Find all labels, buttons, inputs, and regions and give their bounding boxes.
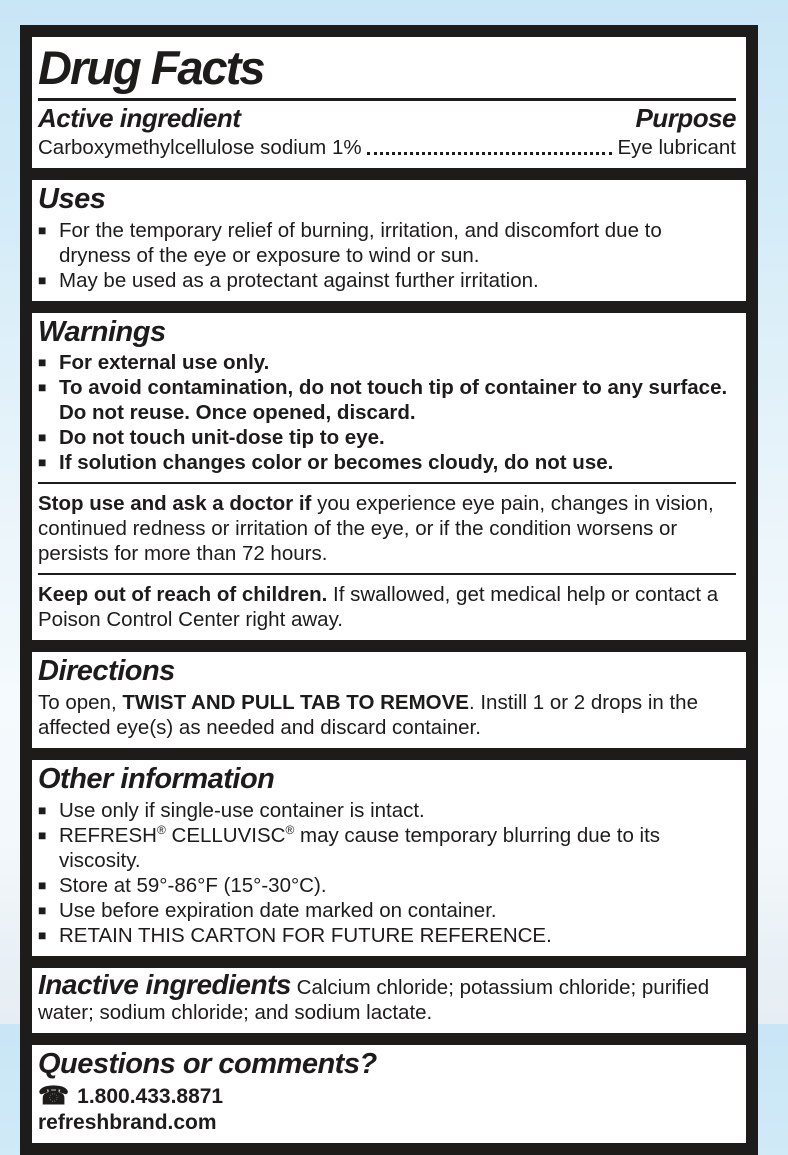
- bullet-square-icon: ■: [38, 802, 47, 819]
- uses-bullet-list: [38, 218, 736, 293]
- purpose-heading: Purpose: [635, 102, 736, 133]
- active-ingredient-name: Carboxymethylcellulose sodium 1%: [38, 135, 362, 159]
- bullet-square-icon: ■: [38, 827, 47, 844]
- warnings-bullet-list: [38, 350, 736, 475]
- uses-bullet-text: For the temporary relief of burning, irritation, and discomfort due to dryness of the eye or exposure to wind or sun.: [59, 218, 662, 267]
- questions-heading: Questions or comments?: [38, 1048, 377, 1081]
- bullet-square-icon: ■: [38, 454, 47, 471]
- refresh-bullet-rest: may cause temporary blurring due to its viscosity.: [59, 824, 661, 873]
- section-header: [32, 37, 746, 168]
- list-item: [38, 898, 736, 923]
- registered-mark: ®: [285, 823, 295, 838]
- other-information-heading: Other information: [38, 763, 275, 796]
- other-info-bullet-text: Use before expiration date marked on container.: [59, 899, 497, 923]
- section-warnings: [32, 313, 746, 641]
- directions-paragraph: [38, 690, 736, 740]
- active-ingredient-header-row: [38, 104, 736, 134]
- section-uses: [32, 180, 746, 301]
- keep-out-text: If swallowed, get medical help or contact a Poison Control Center right away.: [38, 583, 719, 632]
- list-item: [38, 425, 736, 450]
- inactive-ingredients-text: Calcium chloride; potassium chloride; purified water; sodium chloride; and sodium lactate.: [38, 976, 710, 1025]
- list-item: [38, 823, 736, 873]
- stop-use-lead: Stop use and ask a doctor if: [38, 492, 312, 516]
- other-info-bullet-text: RETAIN THIS CARTON FOR FUTURE REFERENCE.: [59, 924, 552, 948]
- active-ingredient-heading: Active ingredient: [38, 102, 241, 133]
- keep-out-paragraph: [38, 582, 736, 632]
- section-other-information: [32, 760, 746, 956]
- directions-post: . Instill 1 or 2 drops in the affected eye(s) as needed and discard container.: [38, 691, 698, 740]
- brand-refresh: REFRESH: [59, 824, 157, 848]
- drug-facts-label: [20, 25, 758, 1155]
- list-item: [38, 350, 736, 375]
- stop-use-paragraph: [38, 491, 736, 566]
- bullet-square-icon: ■: [38, 379, 47, 396]
- list-item: [38, 268, 736, 293]
- other-info-bullet-text: [59, 823, 736, 873]
- list-item: [38, 873, 736, 898]
- list-item: [38, 450, 736, 475]
- bullet-square-icon: ■: [38, 877, 47, 894]
- bullet-square-icon: ■: [38, 221, 47, 238]
- uses-bullet-text: May be used as a protectant against further irritation.: [59, 268, 539, 292]
- warnings-divider: [38, 573, 736, 575]
- warnings-bullet-text: Do not touch unit-dose tip to eye.: [59, 426, 385, 450]
- brand-celluvisc: CELLUVISC: [165, 824, 286, 848]
- registered-mark: ®: [156, 823, 166, 838]
- bullet-square-icon: ■: [38, 902, 47, 919]
- other-info-bullet-text: Store at 59°-86°F (15°-30°C).: [59, 874, 327, 898]
- warnings-heading: Warnings: [38, 315, 166, 348]
- inactive-ingredients-paragraph: [38, 969, 736, 1025]
- list-item: [38, 218, 736, 268]
- phone-row: [38, 1083, 736, 1110]
- other-info-bullet-text: Use only if single-use container is intact.: [59, 799, 425, 823]
- warnings-divider: [38, 482, 736, 484]
- other-information-bullet-list: [38, 798, 736, 948]
- warnings-bullet-text: If solution changes color or becomes cloudy, do not use.: [59, 451, 614, 475]
- warnings-bullet-text: To avoid contamination, do not touch tip of container to any surface. Do not reuse. Once opened, discard.: [59, 376, 728, 425]
- active-ingredient-row: [38, 135, 736, 160]
- bullet-square-icon: ■: [38, 271, 47, 288]
- list-item: [38, 923, 736, 948]
- title-divider: [38, 98, 736, 101]
- section-directions: [32, 652, 746, 748]
- telephone-icon: ☎: [38, 1082, 70, 1111]
- uses-heading: Uses: [38, 182, 106, 215]
- section-inactive-ingredients: [32, 968, 746, 1033]
- drug-facts-title: Drug Facts: [38, 41, 264, 94]
- phone-number: 1.800.433.8871: [77, 1085, 224, 1109]
- stop-use-text: you experience eye pain, changes in vision, continued redness or irritation of the eye, or if the condition worsens or persists for more than 72 hours.: [38, 492, 714, 566]
- directions-pre: To open,: [38, 691, 123, 715]
- keep-out-lead: Keep out of reach of children.: [38, 583, 328, 607]
- inactive-ingredients-heading: Inactive ingredients: [38, 969, 291, 1001]
- warnings-bullet-text: For external use only.: [59, 351, 270, 375]
- website-url: refreshbrand.com: [38, 1111, 217, 1135]
- directions-bold: TWIST AND PULL TAB TO REMOVE: [122, 691, 469, 715]
- list-item: [38, 375, 736, 425]
- purpose-value: Eye lubricant: [617, 135, 736, 159]
- dotted-leader: [367, 152, 613, 155]
- list-item: [38, 798, 736, 823]
- bullet-square-icon: ■: [38, 354, 47, 371]
- bullet-square-icon: ■: [38, 927, 47, 944]
- directions-heading: Directions: [38, 655, 175, 688]
- section-questions: [32, 1045, 746, 1143]
- bullet-square-icon: ■: [38, 429, 47, 446]
